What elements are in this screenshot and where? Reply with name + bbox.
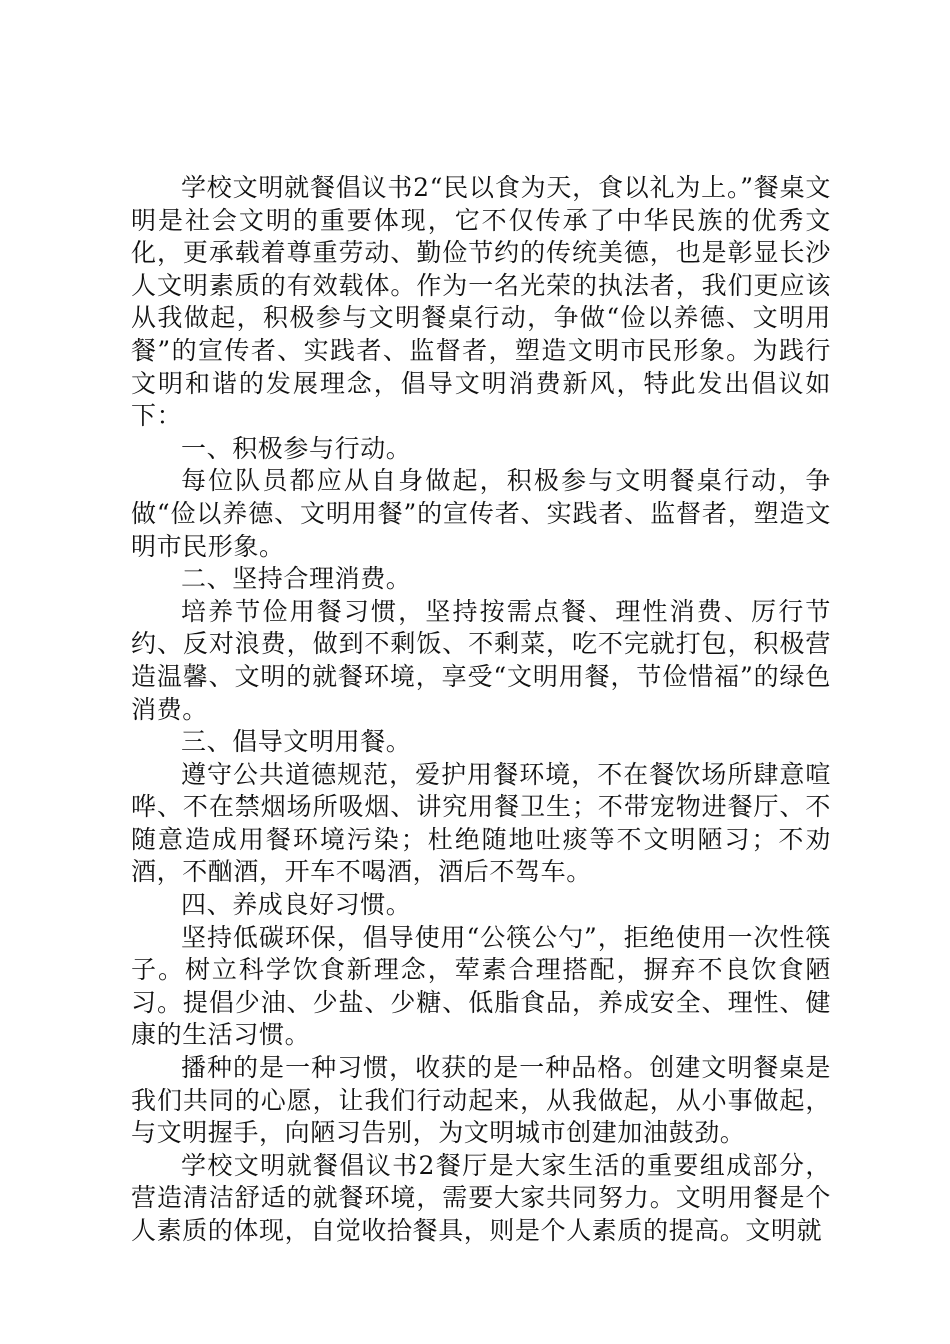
paragraph-section-3: 遵守公共道德规范，爱护用餐环境，不在餐饮场所肆意喧哗、不在禁烟场所吸烟、讲究用餐卫生；不带宠物进餐厅、不随意造成用餐环境污染；杜绝随地吐痰等不文明陋习；不劝酒，不酗酒，开车不喝酒，酒后不驾车。 [131, 759, 831, 887]
paragraph-section-1: 每位队员都应从自身做起，积极参与文明餐桌行动，争做“俭以养德、文明用餐”的宣传者、实践者、监督者，塑造文明市民形象。 [131, 466, 831, 561]
paragraph-second-proposal: 学校文明就餐倡议书2餐厅是大家生活的重要组成部分，营造清洁舒适的就餐环境，需要大家共同努力。文明用餐是个人素质的体现，自觉收拾餐具，则是个人素质的提高。文明就 [131, 1150, 831, 1245]
paragraph-section-2: 培养节俭用餐习惯，坚持按需点餐、理性消费、厉行节约、反对浪费，做到不剩饭、不剩菜，吃不完就打包，积极营造温馨、文明的就餐环境，享受“文明用餐，节俭惜福”的绿色消费。 [131, 596, 831, 724]
section-heading-2: 二、坚持合理消费。 [181, 564, 412, 594]
document-body [131, 172, 831, 1248]
section-heading-3: 三、倡导文明用餐。 [181, 727, 412, 757]
section-heading-4: 四、养成良好习惯。 [181, 890, 412, 920]
paragraph-section-4: 坚持低碳环保，倡导使用“公筷公勺”，拒绝使用一次性筷子。树立科学饮食新理念，荤素合理搭配，摒弃不良饮食陋习。提倡少油、少盐、少糖、低脂食品，养成安全、理性、健康的生活习惯。 [131, 922, 831, 1050]
paragraph-closing: 播种的是一种习惯，收获的是一种品格。创建文明餐桌是我们共同的心愿，让我们行动起来，从我做起，从小事做起，与文明握手，向陋习告别，为文明城市创建加油鼓劲。 [131, 1053, 831, 1148]
section-heading-1: 一、积极参与行动。 [181, 433, 412, 463]
paragraph-intro: 学校文明就餐倡议书2“民以食为天，食以礼为上。”餐桌文明是社会文明的重要体现，它不仅传承了中华民族的优秀文化，更承载着尊重劳动、勤俭节约的传统美德，也是彰显长沙人文明素质的有效载体。作为一名光荣的执法者，我们更应该从我做起，积极参与文明餐桌行动，争做“俭以养德、文明用餐”的宣传者、实践者、监督者，塑造文明市民形象。为践行文明和谐的发展理念，倡导文明消费新风，特此发出倡议如下： [131, 173, 831, 431]
